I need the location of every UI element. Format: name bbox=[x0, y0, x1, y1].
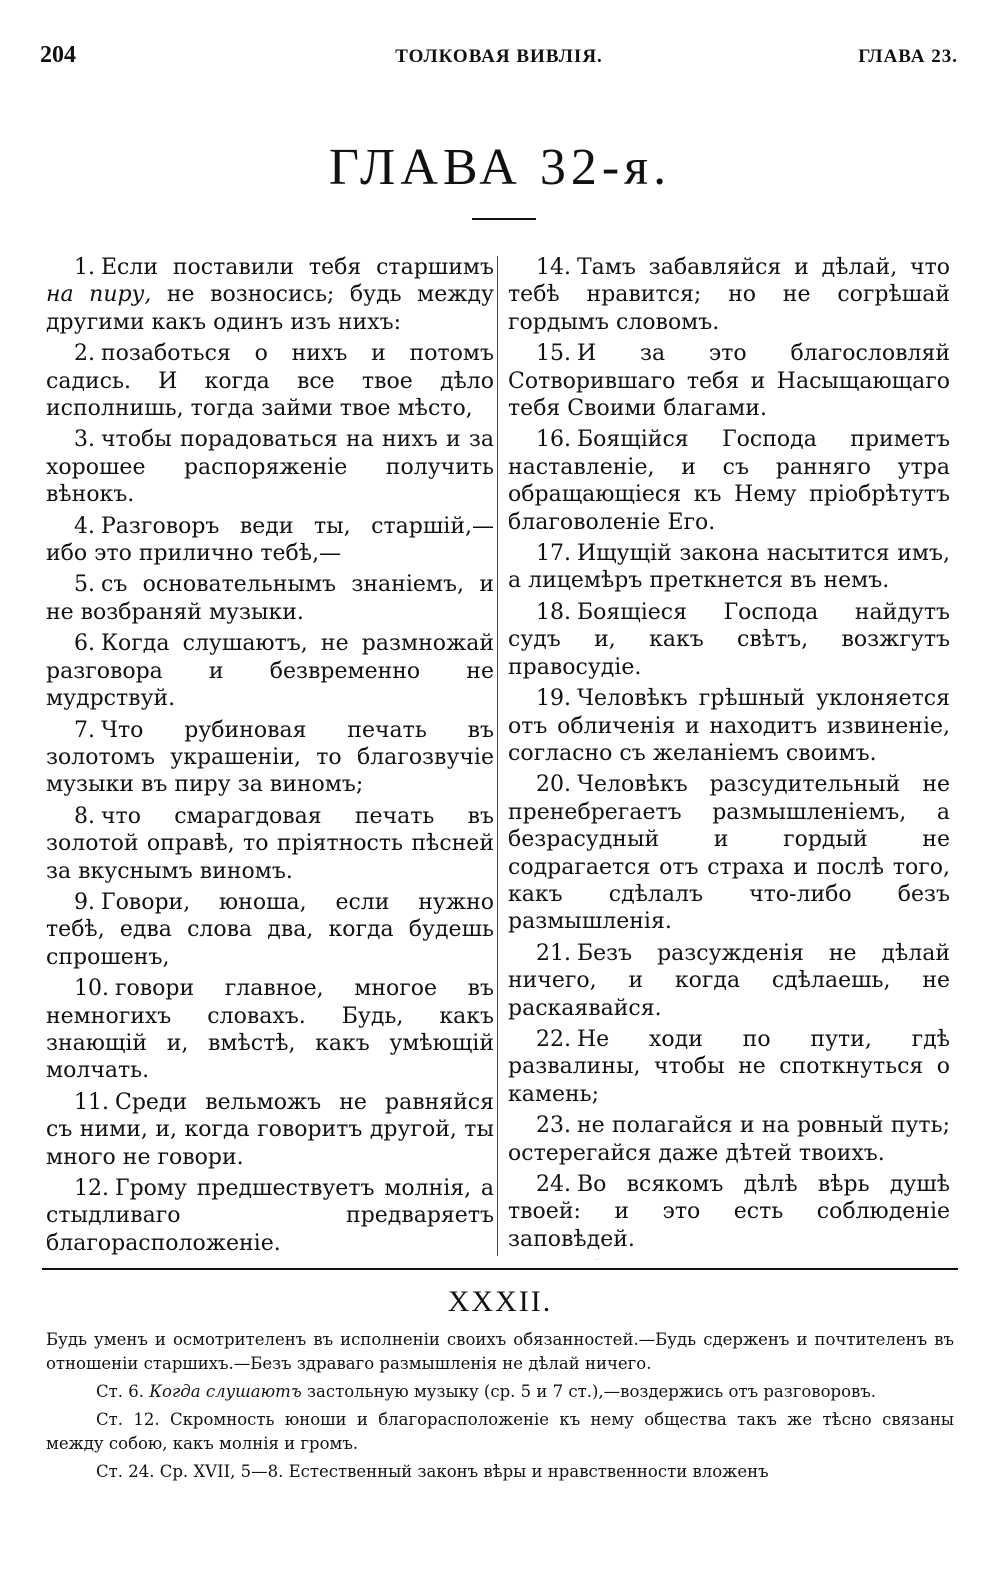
verse-number bbox=[536, 1258, 571, 1260]
note-text: Скромность юноши и благорасположеніе къ нему общества такъ же тѣсно связаны между собою, какъ молнія и громъ. bbox=[46, 1410, 955, 1453]
verse-text: чтобы порадоваться на нихъ и за хорошее распоряженіе получить вѣнокъ. bbox=[46, 427, 494, 508]
commentary-note bbox=[46, 1408, 954, 1456]
commentary-note bbox=[46, 1380, 954, 1404]
verse-11 bbox=[46, 1089, 494, 1171]
commentary-summary: Будь уменъ и осмотрителенъ въ исполненіи своихъ обязанностей.—Будь сдерженъ и почтителенъ въ отношеніи старшихъ.—Безъ здраваго размышленія не дѣлай ничего. bbox=[46, 1330, 954, 1373]
note-emphasis: Когда слушаютъ bbox=[149, 1382, 302, 1401]
verse-number: 8. bbox=[74, 803, 95, 829]
verse-number: 6. bbox=[74, 631, 95, 657]
verse-number: 10. bbox=[74, 976, 109, 1002]
verse-text: Если поставили тебя старшимъ bbox=[101, 255, 494, 280]
verse-number: 7. bbox=[74, 717, 95, 743]
commentary-title: XXXII. bbox=[447, 1285, 553, 1318]
page-header bbox=[40, 42, 958, 76]
verse-19 bbox=[508, 685, 950, 767]
verse-25 bbox=[508, 1257, 950, 1260]
verse-number: 23. bbox=[536, 1113, 571, 1139]
note-reference: Ст. 6. bbox=[96, 1382, 144, 1401]
verse-text: Тамъ забавляйся и дѣлай, что тебѣ нравится; но не согрѣшай гордымъ словомъ. bbox=[508, 255, 950, 335]
verse-24 bbox=[508, 1171, 950, 1253]
verse-text: Говори, юноша, если нужно тебѣ, едва слова два, когда будешь спрошенъ, bbox=[46, 889, 494, 970]
verse-number: 15. bbox=[536, 341, 571, 367]
column-divider bbox=[497, 256, 498, 1256]
verse-number: 1. bbox=[74, 255, 95, 280]
page-number: 204 bbox=[40, 42, 76, 68]
commentary-divider bbox=[42, 1268, 958, 1270]
verse-text: не возносись; будь между другими какъ одинъ изъ нихъ: bbox=[46, 282, 494, 335]
commentary-note bbox=[46, 1460, 954, 1484]
verse-20 bbox=[508, 771, 950, 935]
verse-number: 22. bbox=[536, 1026, 571, 1052]
verse-10 bbox=[46, 975, 494, 1085]
verse-number: 20. bbox=[536, 772, 571, 798]
verse-23 bbox=[508, 1112, 950, 1167]
verse-text: Безъ разсужденія не дѣлай ничего, и когда сдѣлаешь, не раскаявайся. bbox=[508, 940, 950, 1021]
verse-17 bbox=[508, 540, 950, 595]
verse-21 bbox=[508, 940, 950, 1022]
running-title: ТОЛКОВАЯ ВИВЛІЯ. bbox=[395, 46, 603, 67]
verse-18 bbox=[508, 599, 950, 681]
verse-3 bbox=[46, 426, 494, 508]
verse-text: Разговоръ веди ты, старшій,— ибо это прилично тебѣ,— bbox=[46, 513, 494, 567]
chapter-title: ГЛАВА 32-я. bbox=[328, 139, 672, 196]
verse-8 bbox=[46, 803, 494, 885]
verse-5 bbox=[46, 571, 494, 626]
verse-12 bbox=[46, 1175, 494, 1257]
verse-number: 21. bbox=[536, 940, 571, 966]
verse-number: 3. bbox=[74, 427, 95, 453]
verse-text: Грому предшествуетъ молнія, а стыдливаго предваряетъ благорасположеніе. bbox=[46, 1176, 494, 1256]
verse-text: Боящійся Господа приметъ наставленіе, и съ ранняго утра обращающіеся къ Нему пріобрѣтутъ благоволеніе Его. bbox=[508, 427, 950, 535]
note-reference: Ст. 12. bbox=[96, 1410, 160, 1429]
verse-text bbox=[577, 1258, 893, 1260]
verse-9 bbox=[46, 889, 494, 971]
title-divider bbox=[472, 218, 536, 220]
verse-text: Человѣкъ грѣшный уклоняется отъ обличенія и находитъ извиненіе, согласно съ желаніемъ своимъ. bbox=[508, 686, 950, 766]
verse-number: 4. bbox=[74, 513, 95, 539]
verse-2 bbox=[46, 340, 494, 422]
verse-number: 11. bbox=[74, 1089, 109, 1115]
verse-text: Не ходи по пути, гдѣ развалины, чтобы не споткнуться о камень; bbox=[508, 1026, 950, 1107]
note-reference: Ст. 24. bbox=[96, 1462, 155, 1481]
verse-number: 12. bbox=[74, 1176, 109, 1201]
verse-text: съ основательнымъ знаніемъ, и не возбраняй музыки. bbox=[46, 572, 494, 625]
verse-number: 9. bbox=[74, 889, 95, 915]
verse-14 bbox=[508, 254, 950, 336]
commentary-section bbox=[46, 1328, 954, 1488]
verse-22 bbox=[508, 1026, 950, 1108]
verse-number: 2. bbox=[74, 341, 95, 367]
verse-text: Боящіеся Господа найдутъ судъ и, какъ свѣтъ, возжгутъ правосудіе. bbox=[508, 599, 950, 680]
verse-text: Что рубиновая печать въ золотомъ украшеніи, то благозвучіе музыки въ пиру за виномъ; bbox=[46, 717, 494, 798]
verse-7 bbox=[46, 717, 494, 799]
verse-text: Человѣкъ разсудительный не пренебрегаетъ размышленіемъ, а безрасудный и гордый не содрагается отъ страха и послѣ того, какъ сдѣлалъ что-либо безъ размышленія. bbox=[508, 772, 950, 935]
note-text: Ср. XVII, 5—8. Естественный законъ вѣры и нравственности вложенъ bbox=[154, 1462, 769, 1481]
verse-15 bbox=[508, 340, 950, 422]
verse-number: 16. bbox=[536, 427, 571, 453]
verse-text: говори главное, многое въ немногихъ словахъ. Будь, какъ знающій и, вмѣстѣ, какъ умѣющій молчать. bbox=[46, 976, 494, 1084]
verse-emphasis: на пиру, bbox=[46, 282, 152, 308]
verse-number: 5. bbox=[74, 572, 95, 598]
verse-text: Во всякомъ дѣлѣ вѣрь душѣ твоей: и это есть соблюденіе заповѣдей. bbox=[508, 1172, 950, 1252]
right-column bbox=[508, 254, 950, 1260]
verse-number: 19. bbox=[536, 686, 571, 712]
note-text: застольную музыку (ср. 5 и 7 ст.),—воздержись отъ разговоровъ. bbox=[301, 1382, 877, 1401]
verse-text: не полагайся и на ровный путь; остерегайся даже дѣтей твоихъ. bbox=[508, 1113, 950, 1166]
verse-number: 24. bbox=[536, 1172, 571, 1197]
verse-text: И за это благословляй Сотворившаго тебя и Насыщающаго тебя Своими благами. bbox=[508, 341, 950, 422]
verse-text: позаботься о нихъ и потомъ садись. И когда все твое дѣло исполнишь, тогда займи твое мѣсто, bbox=[46, 341, 494, 422]
chapter-reference: ГЛАВА 23. bbox=[858, 46, 958, 67]
verse-1 bbox=[46, 254, 494, 336]
verse-number: 14. bbox=[536, 255, 571, 280]
verse-number: 18. bbox=[536, 599, 571, 625]
verse-16 bbox=[508, 426, 950, 536]
verse-6 bbox=[46, 630, 494, 712]
verse-text: Когда слушаютъ, не размножай разговора и безвременно не мудрствуй. bbox=[46, 631, 494, 712]
verse-text: Ищущій закона насытится имъ, а лицемѣръ преткнется въ немъ. bbox=[508, 541, 950, 594]
verse-number: 17. bbox=[536, 541, 571, 567]
verse-4 bbox=[46, 513, 494, 568]
verse-text: Среди вельможъ не равняйся съ ними, и, когда говоритъ другой, ты много не говори. bbox=[46, 1089, 494, 1170]
left-column bbox=[46, 254, 494, 1260]
verse-text: что смарагдовая печать въ золотой оправѣ, то пріятность пѣсней за вкуснымъ виномъ. bbox=[46, 803, 494, 884]
